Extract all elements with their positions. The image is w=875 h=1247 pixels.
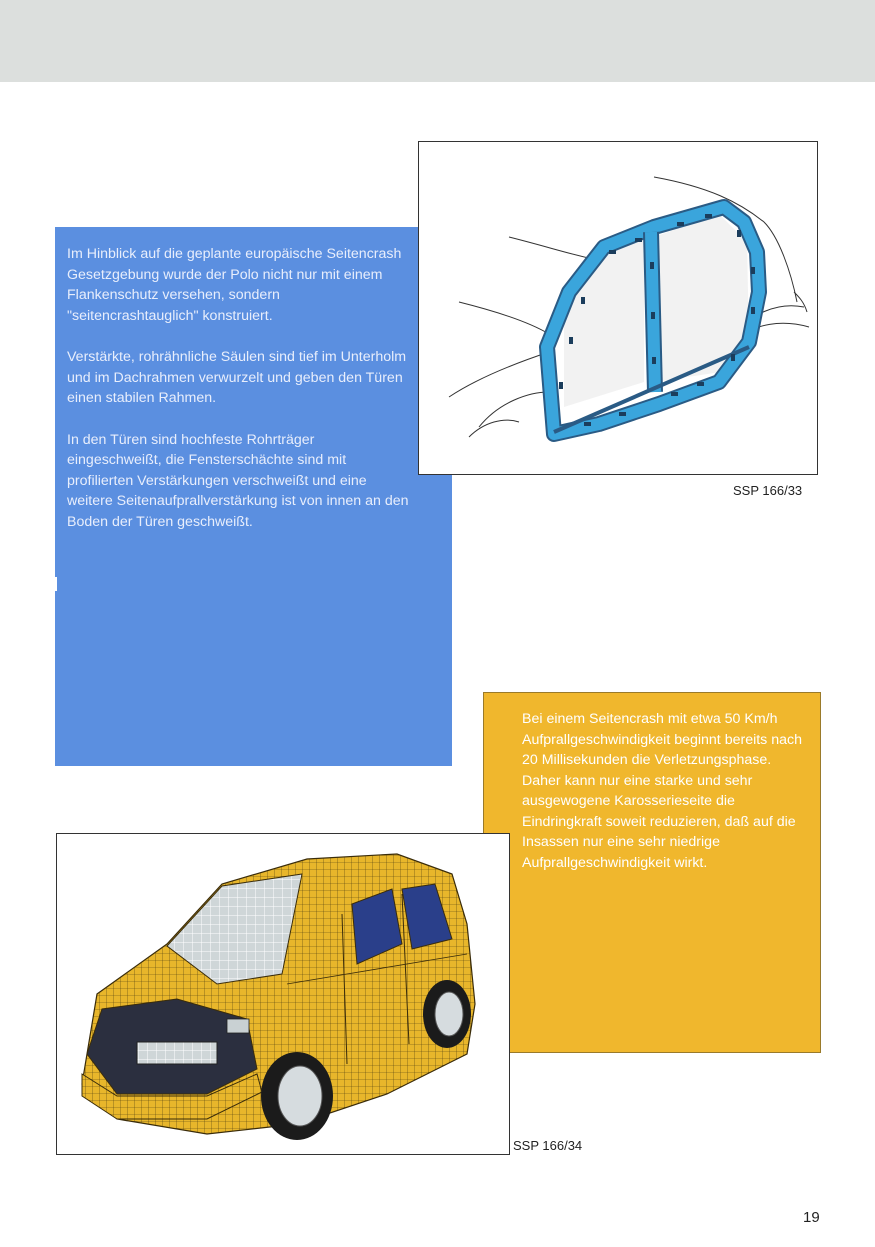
figure-caption-bottom: SSP 166/34 <box>513 1138 583 1153</box>
page-number: 19 <box>803 1209 820 1226</box>
figure-caption-top: SSP 166/33 <box>733 483 803 498</box>
blue-text-panel <box>55 227 452 766</box>
blue-paragraph-2: Verstärkte, rohrähnliche Säulen sind tief im Unterholm und im Dachrahmen verwurzelt und geben den Türen einen stabilen Rahmen. <box>67 349 407 406</box>
panel-notch <box>55 577 57 591</box>
blue-paragraph-3: In den Türen sind hochfeste Rohrträger eingeschweißt, die Fensterschächte sind mit profilierten Verstärkungen verschweißt und eine weitere Seitenaufprallverstärkung ist von innen an den Boden der Türen geschweißt. <box>67 431 409 530</box>
side-frame-figure <box>418 141 818 475</box>
header-band <box>0 0 875 82</box>
yellow-paragraph: Bei einem Seitencrash mit etwa 50 Km/h Aufprallgeschwindigkeit beginnt bereits nach 20 Millisekunden die Verletzungsphase. Daher kann nur eine starke und sehr ausgewogene Karosserieseite die Eindringkraft soweit reduzieren, daß auf die Insassen nur eine sehr niedrige Aufprallgeschwindigkeit wirkt. <box>522 711 802 871</box>
side-frame-reinforcement-diagram-icon <box>419 142 817 474</box>
blue-panel-text <box>67 244 412 553</box>
yellow-panel-text <box>522 709 812 873</box>
crash-simulation-figure <box>56 833 510 1155</box>
yellow-text-panel <box>483 692 821 1053</box>
blue-paragraph-1: Im Hinblick auf die geplante europäische Seitencrash Gesetzgebung wurde der Polo nicht nur mit einem Flankenschutz versehen, sondern "seitencrashtauglich" konstruiert. <box>67 246 402 324</box>
crash-simulation-mesh-car-icon <box>57 834 509 1154</box>
